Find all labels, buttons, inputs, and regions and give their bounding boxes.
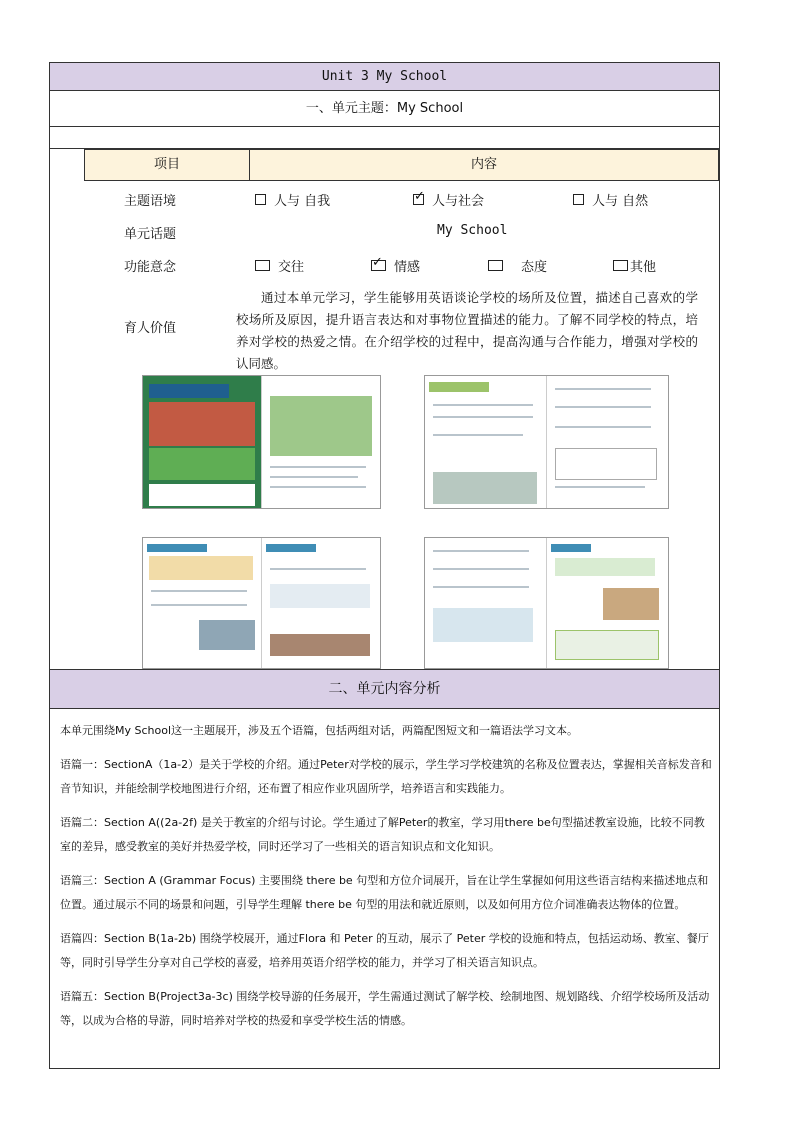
textbook-thumbnails	[50, 375, 719, 665]
checkbox-icon[interactable]	[255, 260, 270, 271]
option-attitude[interactable]: 态度	[488, 256, 547, 275]
header-item: 项目	[84, 149, 250, 181]
option-other[interactable]: 其他	[613, 256, 656, 275]
row-value	[50, 281, 719, 371]
analysis-text-4: 语篇四：Section B(1a-2b) 围绕学校展开，通过Flora 和 Peter 的互动，展示了 Peter 学校的设施和特点，包括运动场、教室、餐厅等，同时引导学生分享对自己学校的喜爱，培养用英语介绍学校的能力，并学习了相关语言知识点。	[60, 932, 709, 969]
analysis-text-5: 语篇五：Section B(Project3a-3c) 围绕学校导游的任务展开，学生需通过测试了解学校、绘制地图、规划路线、介绍学校场所及活动等，以成为合格的导游，同时培养对学校的热爱和享受学校生活的情感。	[60, 990, 710, 1027]
row-context	[50, 181, 719, 215]
checked-checkbox-icon[interactable]	[413, 194, 424, 205]
section-two-heading: 二、单元内容分析	[50, 669, 719, 709]
thumbnail-pronunciation	[424, 375, 669, 509]
option-society[interactable]: ✓ 人与社会	[413, 190, 484, 209]
analysis-text-1: 语篇一：SectionA（1a-2）是关于学校的介绍。通过Peter对学校的展示，学生学习学校建筑的名称及位置表达，掌握相关音标发音和音节知识，并能绘制学校地图进行介绍，还布置了相应作业巩固所学，培养语言和实践能力。	[60, 758, 712, 795]
analysis-intro: 本单元围绕My School这一主题展开，涉及五个语篇，包括两组对话，两篇配图短文和一篇语法学习文本。	[60, 724, 579, 737]
thumbnail-project	[424, 537, 669, 669]
checkbox-icon[interactable]	[488, 260, 503, 271]
checked-checkbox-icon[interactable]	[371, 260, 386, 271]
unit-title: Unit 3 My School	[50, 63, 719, 91]
topic-value: My School	[437, 223, 508, 238]
row-label: 功能意念	[124, 260, 177, 275]
checkbox-icon[interactable]	[255, 194, 266, 205]
option-communication[interactable]: 交往	[255, 256, 304, 275]
option-self[interactable]: 人与 自我	[255, 190, 330, 209]
content-analysis	[60, 719, 712, 1043]
option-emotion[interactable]: ✓ 情感	[371, 256, 420, 275]
header-content: 内容	[249, 149, 719, 181]
row-topic	[50, 215, 719, 247]
row-function	[50, 247, 719, 281]
checkbox-icon[interactable]	[613, 260, 628, 271]
checkbox-icon[interactable]	[573, 194, 584, 205]
analysis-text-3: 语篇三：Section A (Grammar Focus) 主要围绕 there be 句型和方位介词展开，旨在让学生掌握如何用这些语言结构来描述地点和位置。通过展示不同的场景和问题，引导学生理解 there be 句型的用法和就近原则，以及如何用方位介词准确表达物体的位置。	[60, 874, 709, 911]
value-paragraph: 通过本单元学习，学生能够用英语谈论学校的场所及位置，描述自己喜欢的学校场所及原因，提升语言表达和对事物位置描述的能力。了解不同学校的特点，培养对学校的热爱之情。在介绍学校的过程中，提高沟通与合作能力，增强对学校的认同感。	[236, 290, 698, 371]
table-header-row	[50, 149, 719, 181]
blank-row	[50, 127, 719, 149]
row-label: 主题语境	[124, 194, 177, 209]
unit-theme-heading: 一、单元主题：My School	[50, 91, 719, 127]
thumbnail-grammar-focus	[142, 537, 381, 669]
option-nature[interactable]: 人与 自然	[573, 190, 648, 209]
lesson-plan-table	[49, 62, 720, 1069]
analysis-text-2: 语篇二：Section A((2a-2f) 是关于教室的介绍与讨论。学生通过了解Peter的教室，学习用there be句型描述教室设施，比较不同教室的差异，感受教室的美好并热爱学校，同时还学习了一些相关的语言知识点和文化知识。	[60, 816, 705, 853]
thumbnail-unit-opener	[142, 375, 381, 509]
row-label: 单元话题	[124, 227, 177, 242]
row-label: 育人价值	[124, 321, 177, 336]
